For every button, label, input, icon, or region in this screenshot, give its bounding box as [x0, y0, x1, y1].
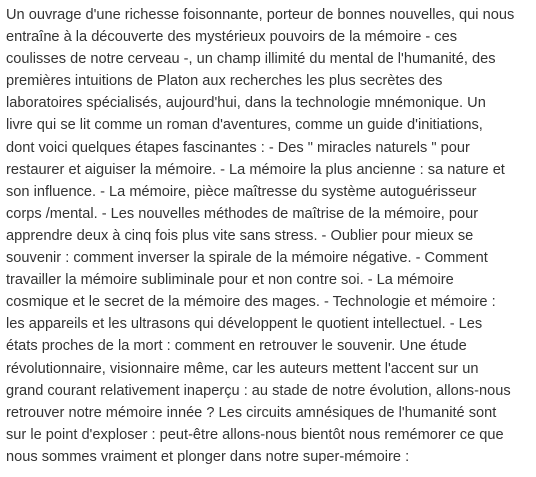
description-line: les appareils et les ultrasons qui développent le quotient intellectuel. - Les — [6, 316, 483, 333]
book-description — [6, 4, 532, 468]
description-line: apprendre deux à cinq fois plus vite sans stress. - Oublier pour mieux se — [6, 227, 474, 244]
description-line: révolutionnaire, visionnaire même, car les auteurs mettent l'accent sur un — [6, 360, 479, 377]
description-line: entraîne à la découverte des mystérieux pouvoirs de la mémoire - ces — [6, 29, 458, 46]
description-line: retrouver notre mémoire innée ? Les circuits amnésiques de l'humanité sont — [6, 404, 497, 421]
description-line: laboratoires spécialisés, aujourd'hui, dans la technologie mnémonique. Un — [6, 95, 486, 112]
description-line: dont voici quelques étapes fascinantes : - Des " miracles naturels " pour — [6, 139, 470, 156]
description-line: corps /mental. - Les nouvelles méthodes de maîtrise de la mémoire, pour — [6, 205, 479, 222]
description-line: nous sommes vraiment et plonger dans notre super-mémoire : — [6, 448, 410, 465]
description-line: Un ouvrage d'une richesse foisonnante, porteur de bonnes nouvelles, qui nous — [6, 7, 515, 23]
description-line: grand courant relativement inaperçu : au stade de notre évolution, allons-nous — [6, 382, 511, 399]
description-line: premières intuitions de Platon aux recherches les plus secrètes des — [6, 73, 443, 90]
description-line: travailler la mémoire subliminale pour et non contre soi. - La mémoire — [6, 272, 454, 289]
description-line: sur le point d'exploser : peut-être allons-nous bientôt nous remémorer ce que — [6, 426, 504, 443]
description-line: souvenir : comment inverser la spirale de la mémoire négative. - Comment — [6, 250, 488, 267]
description-line: livre qui se lit comme un roman d'aventures, comme un guide d'initiations, — [6, 117, 483, 134]
description-line: cosmique et le secret de la mémoire des mages. - Technologie et mémoire : — [6, 294, 496, 311]
description-line: coulisses de notre cerveau -, un champ illimité du mental de l'humanité, des — [6, 51, 496, 68]
description-line: restaurer et aiguiser la mémoire. - La mémoire la plus ancienne : sa nature et — [6, 161, 505, 178]
description-line: son influence. - La mémoire, pièce maîtresse du système autoguérisseur — [6, 183, 477, 200]
description-line: états proches de la mort : comment en retrouver le souvenir. Une étude — [6, 338, 467, 355]
